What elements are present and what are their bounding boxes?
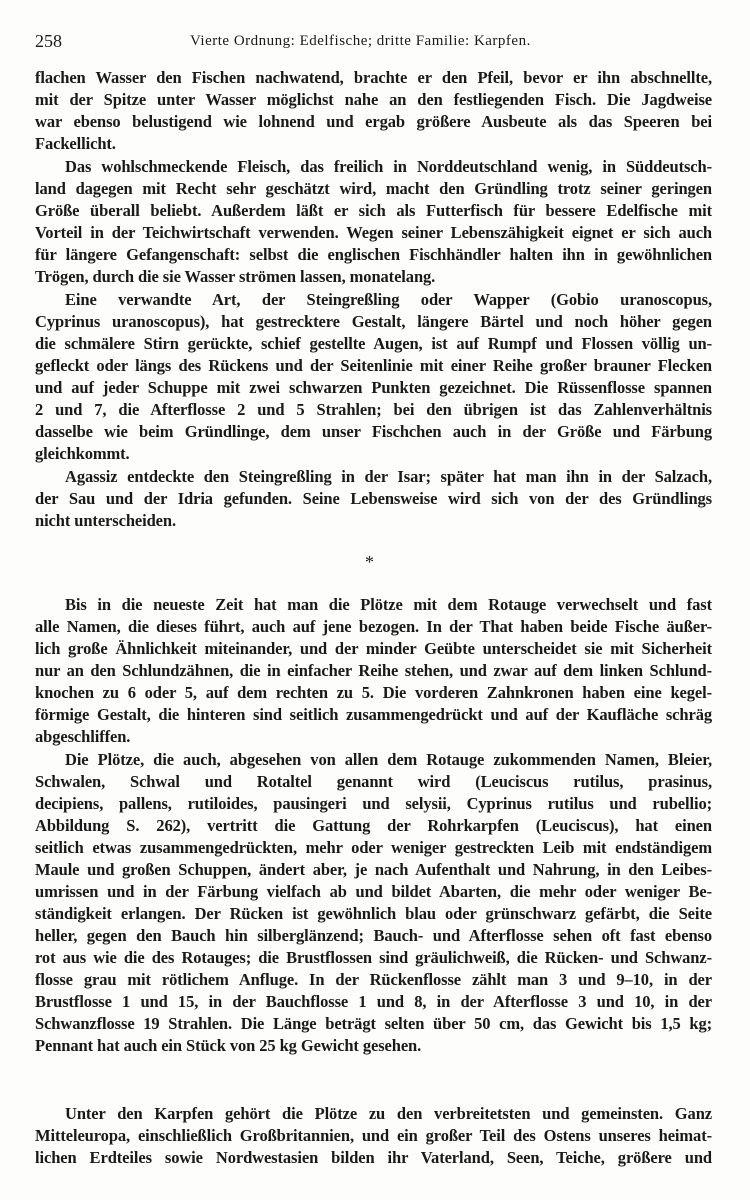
text-line: Mitteleuropa, einschließlich Großbritannien, und ein großer Teil des Ostens unseres heimat- (35, 1126, 712, 1145)
text-line: Maule und großen Schuppen, ändert aber, je nach Aufenthalt und Nahrung, in den Leibes- (35, 860, 712, 879)
text-line: umrissen und in der Färbung vielfach ab und bildet Abarten, die mehr oder weniger Be- (35, 882, 712, 901)
text-line: Agassiz entdeckte den Steingreßling in der Isar; später hat man ihn in der Salzach, (65, 467, 712, 486)
text-line: war ebenso belustigend wie lohnend und ergab größere Ausbeute als das Speeren bei (35, 112, 712, 131)
text-line: flachen Wasser den Fischen nachwatend, brachte er den Pfeil, bevor er ihn abschnellte, (35, 68, 712, 87)
text-line: alle Namen, die dieses führt, auch auf jene bezogen. In der That haben beide Fische äußer- (35, 617, 712, 636)
paragraph (35, 749, 712, 1057)
text-line: decipiens, pallens, rutiloides, pausingeri und selysii, Cyprinus rutilus und rubellio; (35, 794, 712, 813)
text-line: Bis in die neueste Zeit hat man die Plötze mit dem Rotauge verwechselt und fast (65, 595, 712, 614)
text-line: Schwanzflosse 19 Strahlen. Die Länge beträgt selten über 50 cm, das Gewicht bis 1,5 kg; (35, 1014, 712, 1033)
text-line: Trögen, durch die sie Wasser strömen lassen, monatelang. (35, 267, 436, 286)
text-line: land dagegen mit Recht sehr geschätzt wird, macht den Gründling trotz seiner geringen (35, 179, 712, 198)
text-line: mit der Spitze unter Wasser möglichst nahe an den festliegenden Fisch. Die Jagdweise (35, 90, 712, 109)
text-line: dasselbe wie beim Gründlinge, dem unser Fischchen auch in der Größe und Färbung (35, 422, 712, 441)
paragraph (35, 289, 712, 465)
text-line: gleichkommt. (35, 444, 130, 463)
page-number: 258 (35, 31, 62, 51)
text-line: der Sau und der Idria gefunden. Seine Lebensweise wird sich von der des Gründlings (35, 489, 712, 508)
text-line: seitlich etwas zusammengedrückten, mehr oder weniger gestreckten Leib mit endständigem (35, 838, 712, 857)
text-line: Größe überall beliebt. Außerdem läßt er sich als Futterfisch für bessere Edelfische mit (35, 201, 712, 220)
text-line: Unter den Karpfen gehört die Plötze zu den verbreitetsten und gemeinsten. Ganz (65, 1104, 712, 1123)
text-line: 2 und 7, die Afterflosse 2 und 5 Strahlen; bei den übrigen ist das Zahlenverhältnis (35, 400, 712, 419)
text-line: nur an den Schlundzähnen, die in einfacher Reihe stehen, und zwar auf dem linken Schlund- (35, 661, 712, 680)
text-line: Abbildung S. 262), vertritt die Gattung der Rohrkarpfen (Leuciscus), hat einen (35, 816, 712, 835)
paragraph (35, 156, 712, 288)
text-line: lichen Erdteiles sowie Nordwestasien bilden ihr Vaterland, Seen, Teiche, größere und (35, 1148, 712, 1167)
text-line: rot aus wie die des Rotauges; die Brustflossen sind gräulichweiß, die Rücken- und Schwanz- (35, 948, 712, 967)
text-line: Eine verwandte Art, der Steingreßling oder Wapper (Gobio uranoscopus, (65, 290, 712, 309)
text-line: Brustflosse 1 und 15, in der Bauchflosse 1 und 8, in der Afterflosse 3 und 10, in der (35, 992, 712, 1011)
text-line: knochen zu 6 oder 5, auf dem rechten zu 5. Die vorderen Zahnkronen haben eine kegel- (35, 683, 712, 702)
text-line: Vorteil in der Teichwirtschaft verwenden. Wegen seiner Lebenszähigkeit eignet er sich auch (35, 223, 712, 242)
text-line: abgeschliffen. (35, 727, 131, 746)
paragraph (35, 67, 712, 155)
paragraph (35, 594, 712, 748)
text-line: gefleckt oder längs des Rückens und der Seitenlinie mit einer Reihe großer brauner Flecken (35, 356, 712, 375)
text-line: für längere Gefangenschaft: selbst die englischen Fischhändler halten ihn in gewöhnlichen (35, 245, 712, 264)
text-line: und auf jeder Schuppe mit zwei schwarzen Punkten gezeichnet. Die Rüssenflosse spannen (35, 378, 712, 397)
section-separator: * (365, 552, 374, 572)
paragraph (35, 466, 712, 532)
paragraph (35, 1103, 712, 1169)
text-line: nicht unterscheiden. (35, 511, 177, 530)
text-line: Das wohlschmeckende Fleisch, das freilich in Norddeutschland wenig, in Süddeutsch- (65, 157, 712, 176)
text-line: Schwalen, Schwal und Rotaltel genannt wird (Leuciscus rutilus, prasinus, (35, 772, 712, 791)
text-line: Cyprinus uranoscopus), hat gestrecktere Gestalt, längere Bärtel und noch höher gegen (35, 312, 712, 331)
text-line: ständigkeit erlangen. Der Rücken ist gewöhnlich blau oder grünschwarz gefärbt, die Seite (35, 904, 712, 923)
text-line: die schmälere Stirn gerückte, schief gestellte Augen, ist auf Rumpf und Flossen völlig un- (35, 334, 712, 353)
text-line: Fackellicht. (35, 134, 116, 153)
text-line: Pennant hat auch ein Stück von 25 kg Gewicht gesehen. (35, 1036, 422, 1055)
text-line: flosse grau mit rötlichem Anfluge. In der Rückenflosse zählt man 3 und 9–10, in der (35, 970, 712, 989)
text-line: Die Plötze, die auch, abgesehen von allen dem Rotauge zukommenden Namen, Bleier, (65, 750, 712, 769)
text-line: förmige Gestalt, die hinteren sind seitlich zusammengedrückt und auf der Kaufläche schräg (35, 705, 712, 724)
text-line: lich große Ähnlichkeit miteinander, und der minder Geübte unterscheidet sie mit Sicherheit (35, 639, 712, 658)
text-line: heller, gegen den Bauch hin silberglänzend; Bauch- und Afterflosse sehen oft fast ebenso (35, 926, 712, 945)
running-title: Vierte Ordnung: Edelfische; dritte Familie: Karpfen. (190, 33, 531, 49)
